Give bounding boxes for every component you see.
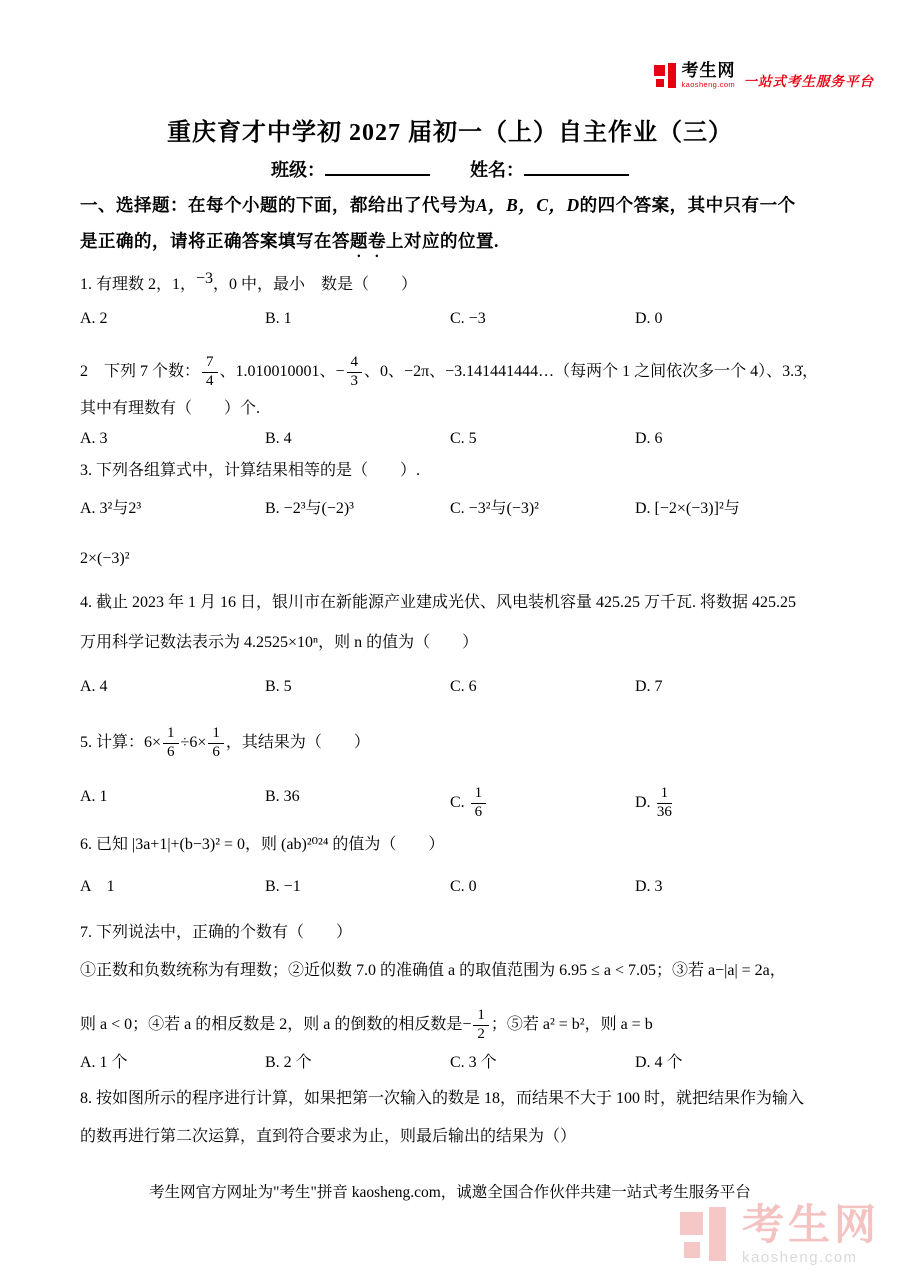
- brand-tagline: 一站式考生服务平台: [743, 74, 874, 89]
- section-heading-line1: 一、选择题：在每个小题的下面，都给出了代号为A，B，C，D的四个答案，其中只有一个: [80, 195, 796, 215]
- brand-logo: [654, 62, 875, 90]
- watermark-logo: [680, 1201, 880, 1266]
- option-b: B. 4: [265, 430, 292, 447]
- fraction: $\frac{1}{6}$: [471, 786, 487, 821]
- question-2: 2 下列 7 个数： $\frac{7}{4}$ 、1.010010001、− $\frac{4}{3}$ 、0、−2π、−3.141441444…（每两个 1 之间依次多一个 4）、3.3̇，: [80, 354, 819, 389]
- fraction: $\frac{7}{4}$: [202, 355, 218, 390]
- question-3-option-d-continuation: 2×(−3)²: [80, 550, 130, 567]
- name-label: 姓名：: [470, 160, 524, 180]
- name-blank: [524, 156, 629, 176]
- option-c: C. 6: [450, 678, 477, 695]
- option-a: A. 3²与2³: [80, 500, 142, 517]
- question-6-options: [80, 876, 820, 898]
- option-b: B. −2³与(−2)³: [265, 500, 354, 517]
- class-name-line: [0, 156, 900, 182]
- option-a: A 1: [80, 878, 115, 895]
- class-label: 班级：: [271, 160, 325, 180]
- option-a: A. 4: [80, 678, 108, 695]
- kaosheng-logo-icon: [654, 62, 678, 90]
- question-8-line2: 的数再进行第二次运算，直到符合要求为止，则最后输出的结果为（）: [80, 1128, 577, 1145]
- fraction: $\frac{1}{2}$: [473, 1008, 489, 1043]
- question-3: 3. 下列各组算式中，计算结果相等的是（ ）.: [80, 462, 421, 479]
- brand-name: 考生网: [681, 61, 736, 80]
- class-blank: [325, 156, 430, 176]
- option-c: C. −3²与(−3)²: [450, 500, 539, 517]
- option-d: D. 3: [635, 878, 663, 895]
- question-4-line2: 万用科学记数法表示为 4.2525×10ⁿ，则 n 的值为（ ）: [80, 634, 479, 651]
- watermark-domain: kaosheng.com: [741, 1249, 858, 1266]
- option-d: D. 7: [635, 678, 663, 695]
- kaosheng-watermark-icon: [680, 1205, 732, 1265]
- option-b: B. 36: [265, 788, 300, 805]
- option-b: B. 1: [265, 310, 292, 327]
- fraction: $\frac{4}{3}$: [347, 355, 363, 390]
- option-d: D. 6: [635, 430, 663, 447]
- answer-letters: A，B，C，D: [476, 195, 580, 215]
- option-a: A. 1 个: [80, 1054, 128, 1071]
- option-b: B. 5: [265, 678, 292, 695]
- watermark-name: 考生网: [741, 1201, 880, 1248]
- option-b: B. 2 个: [265, 1054, 312, 1071]
- section-heading-line2: 是正确的，请将正确答案填写在答题卷上对应的位置.: [80, 231, 499, 251]
- raised-number: −3: [196, 270, 214, 287]
- option-c: C. 5: [450, 430, 477, 447]
- option-d: D. $\frac{1}{36}$: [635, 785, 672, 820]
- question-1: 1. 有理数 2，1，−3，0 中，最小 数是（ ）: [80, 270, 418, 293]
- brand-domain: kaosheng.com: [681, 80, 736, 89]
- option-c: C. −3: [450, 310, 486, 327]
- question-5-options: [80, 786, 820, 821]
- question-7-line3: 则 a < 0；④若 a 的相反数是 2，则 a 的倒数的相反数是− $\frac{1}{2}$ ；⑤若 a² = b²，则 a = b: [80, 1007, 653, 1042]
- option-a: A. 3: [80, 430, 108, 447]
- question-7-line2: ①正数和负数统称为有理数；②近似数 7.0 的准确值 a 的取值范围为 6.95 ≤ a < 7.05；③若 a−|a| = 2a，: [80, 962, 786, 979]
- emphasized-text: 题卷: [350, 231, 386, 251]
- question-7: 7. 下列说法中，正确的个数有（ ）: [80, 924, 353, 941]
- question-2-options: [80, 428, 820, 450]
- option-a: A. 1: [80, 788, 108, 805]
- question-7-options: [80, 1052, 820, 1074]
- fraction: $\frac{1}{36}$: [656, 785, 672, 820]
- fraction: $\frac{1}{6}$: [163, 726, 179, 761]
- option-c: C. $\frac{1}{6}$: [450, 786, 635, 821]
- question-5: 5. 计算：6× $\frac{1}{6}$ ÷6× $\frac{1}{6}$ ，其结果为（ ）: [80, 725, 370, 760]
- footer-text: 考生网官方网址为"考生"拼音 kaosheng.com，诚邀全国合作伙伴共建一站式考生服务平台: [149, 1184, 751, 1201]
- option-d: D. 4 个: [635, 1054, 683, 1071]
- question-2-line2: 其中有理数有（ ）个.: [80, 400, 261, 417]
- question-1-options: [80, 308, 820, 330]
- option-d: D. [−2×(−3)]²与: [635, 500, 740, 517]
- fraction: $\frac{1}{6}$: [208, 726, 224, 761]
- question-8-line1: 8. 按如图所示的程序进行计算，如果把第一次输入的数是 18，而结果不大于 100 时，就把结果作为输入: [80, 1090, 805, 1107]
- question-3-options: [80, 498, 820, 520]
- option-d: D. 0: [635, 310, 663, 327]
- option-b: B. −1: [265, 878, 301, 895]
- question-4-line1: 4. 截止 2023 年 1 月 16 日，银川市在新能源产业建成光伏、风电装机容量 425.25 万千瓦. 将数据 425.25: [80, 594, 797, 611]
- option-c: C. 0: [450, 878, 477, 895]
- question-4-options: [80, 676, 820, 698]
- page-title: 重庆育才中学初 2027 届初一（上）自主作业（三）: [167, 120, 733, 146]
- question-6: 6. 已知 |3a+1|+(b−3)² = 0，则 (ab)²⁰²⁴ 的值为（ ）: [80, 836, 445, 853]
- option-a: A. 2: [80, 310, 108, 327]
- option-c: C. 3 个: [450, 1054, 497, 1071]
